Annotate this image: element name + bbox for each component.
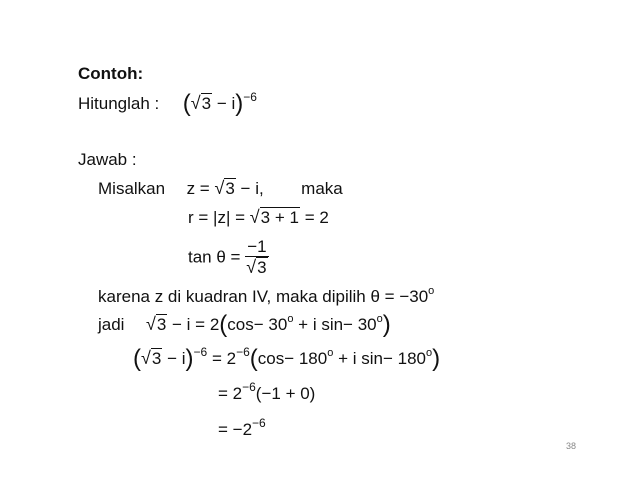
tan-numerator: −1 (247, 237, 267, 256)
dm-eq: = 2 (211, 349, 237, 368)
eval-exp: −6 (242, 380, 256, 394)
modulus-lhs: r = |z| = (188, 208, 246, 227)
so-label: jadi (98, 315, 125, 334)
polar-isin: + i sin− 30 (298, 315, 377, 334)
problem-exponent: −6 (243, 90, 257, 104)
modulus-sqrt: √3 + 1 (249, 207, 299, 227)
problem-label: Hitunglah : (78, 94, 160, 113)
quadrant-text: karena z di kuadran IV, maka dipilih (98, 287, 366, 306)
answer-label: Jawab : (78, 150, 137, 169)
polar-mid: − i = 2 (172, 315, 220, 334)
dm-exp2: −6 (236, 345, 250, 359)
page-number: 38 (566, 441, 577, 451)
step-polar: jadi $√3 - i = 2(\cos- 30^o + i$ $\sin- 30^o$) (98, 311, 391, 338)
step-de-moivre: $(√3 - i)^{-6} = 2^{-6}(\cos- 180^o + i$ $\sin- 180^o$) (133, 345, 441, 372)
modulus-rhs: = 2 (304, 208, 329, 227)
theta-value: θ = −30 (370, 287, 429, 306)
z-equals: z = (186, 179, 210, 198)
result-eq: = −2 (218, 420, 253, 439)
dm-isin: + i sin− 180 (338, 349, 426, 368)
example-heading: Contoh: (78, 64, 144, 83)
z-sqrt: √3 (214, 178, 235, 198)
tan-fraction (245, 238, 268, 278)
result-exp: −6 (252, 416, 266, 430)
dm-cos: cos− 180 (257, 349, 328, 368)
eval-rest: (−1 + 0) (255, 384, 316, 403)
polar-sqrt: √3 (145, 314, 167, 334)
problem-sqrt: √3 (190, 93, 212, 113)
step-let-z (98, 178, 343, 199)
step-quadrant: karena z di kuadran IV, maka dipilih $\theta = -30^o$ (98, 285, 435, 306)
step-tan (188, 238, 269, 278)
polar-cos: cos− 30 (227, 315, 288, 334)
then-word: maka (301, 179, 343, 198)
step-evaluate (218, 380, 316, 405)
eval-eq: = 2 (218, 384, 243, 403)
dm-exp: −6 (193, 345, 208, 359)
problem-rest: − i (216, 94, 236, 113)
tan-denominator: √3 (246, 257, 267, 277)
dm-sqrt: √3 (141, 348, 162, 368)
problem-line: Hitunglah : $(√3 - i)^{-6}$ (78, 90, 257, 117)
z-rest: − i, (240, 179, 264, 198)
step-result (218, 416, 266, 441)
step-modulus (188, 207, 329, 228)
tan-lhs: tan θ = (188, 247, 241, 267)
let-label: Misalkan (98, 179, 166, 198)
dm-mid: − i (167, 349, 186, 368)
